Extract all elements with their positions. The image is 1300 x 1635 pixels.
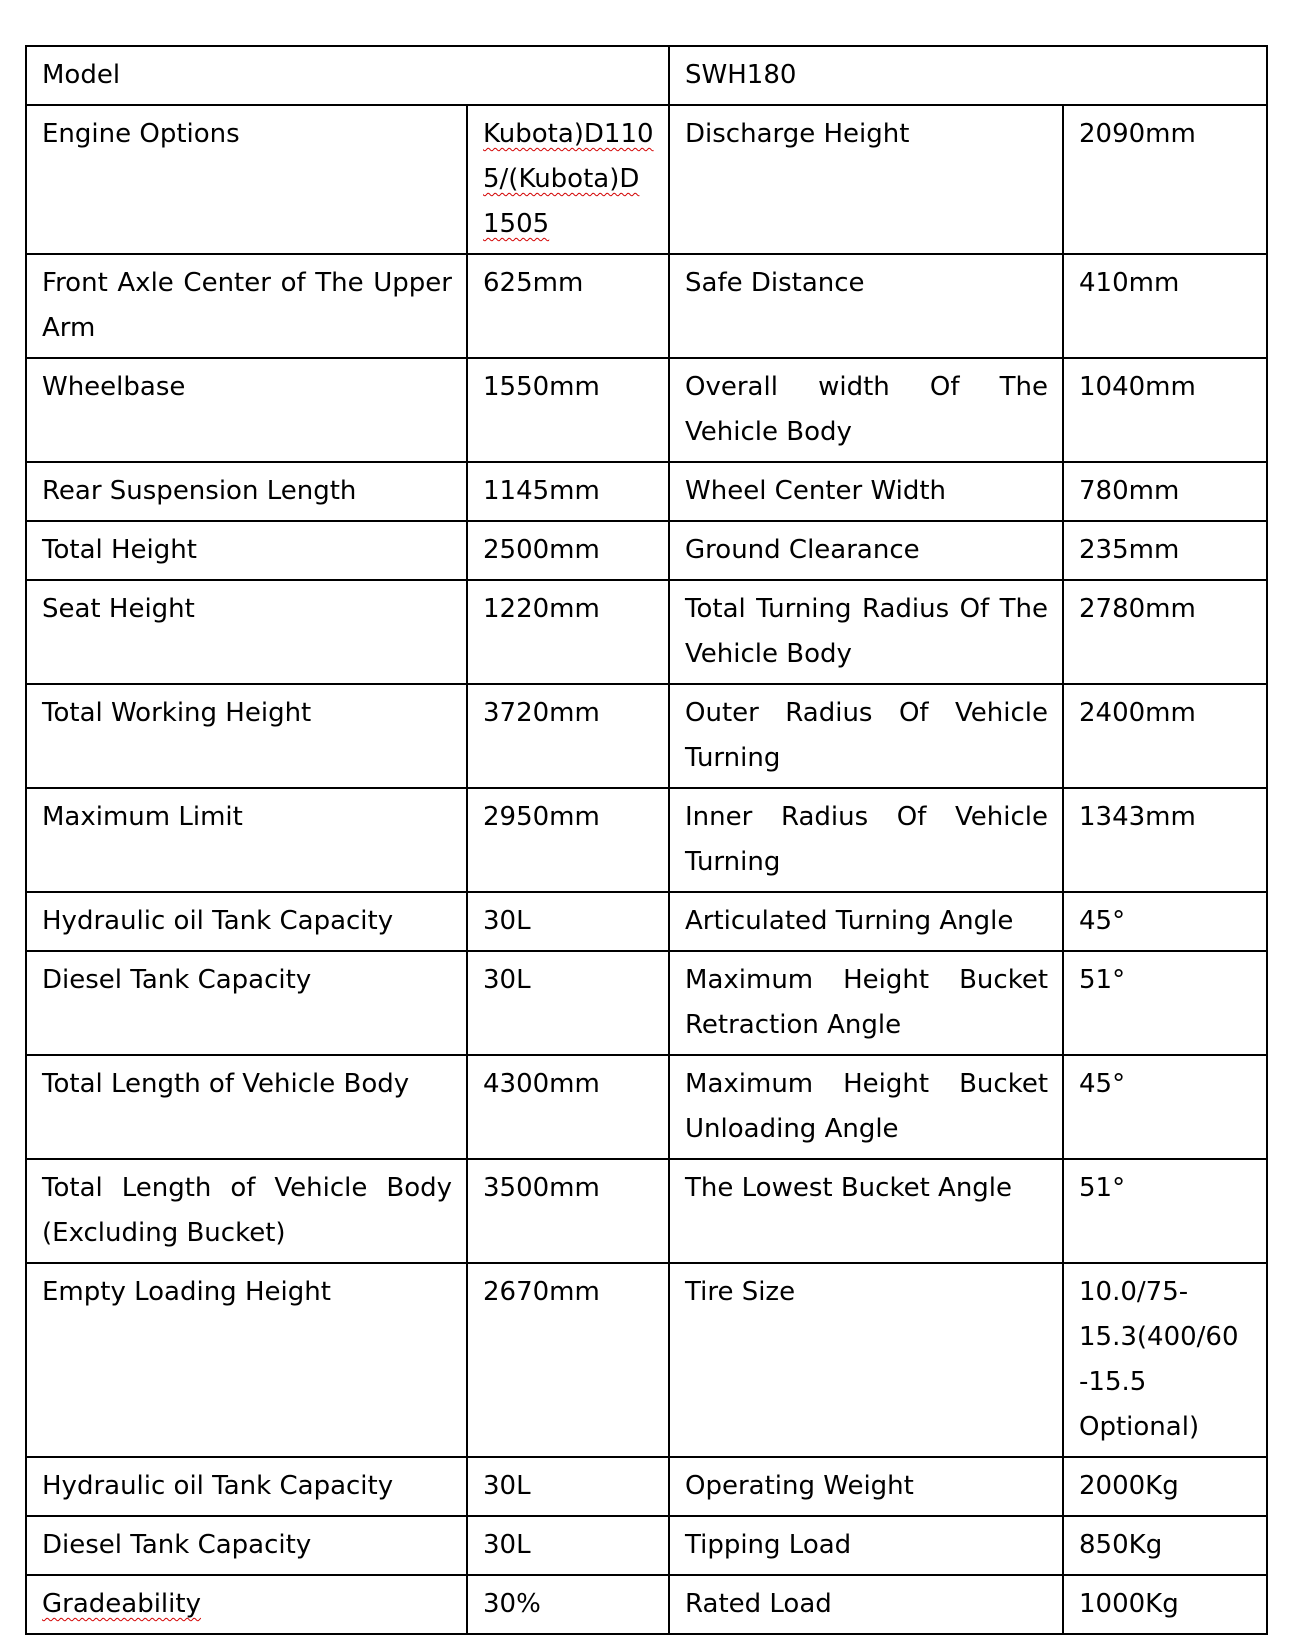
table-row	[26, 1159, 1267, 1263]
spec-label: Diesel Tank Capacity	[26, 1516, 467, 1575]
table-row	[26, 254, 1267, 358]
spec-label: Total Length of Vehicle Body	[26, 1055, 467, 1159]
table-row	[26, 462, 1267, 521]
spec-value: 30L	[467, 1457, 669, 1516]
spec-label: Overall width Of The Vehicle Body	[669, 358, 1063, 462]
spec-value: 1343mm	[1063, 788, 1267, 892]
spec-value: 2400mm	[1063, 684, 1267, 788]
table-row	[26, 684, 1267, 788]
spec-label: Tipping Load	[669, 1516, 1063, 1575]
table-row	[26, 1263, 1267, 1457]
spec-value: 1550mm	[467, 358, 669, 462]
table-row	[26, 580, 1267, 684]
spec-value: 10.0/75-15.3(400/60 -15.5 Optional)	[1063, 1263, 1267, 1457]
spec-label: Hydraulic oil Tank Capacity	[26, 1457, 467, 1516]
spec-value: 2500mm	[467, 521, 669, 580]
spec-label: Maximum Height Bucket Retraction Angle	[669, 951, 1063, 1055]
spec-label: Wheel Center Width	[669, 462, 1063, 521]
spec-value: 780mm	[1063, 462, 1267, 521]
spec-value: 51°	[1063, 951, 1267, 1055]
spec-sheet	[25, 45, 1266, 1635]
spec-label: Diesel Tank Capacity	[26, 951, 467, 1055]
table-row	[26, 788, 1267, 892]
spec-label: Total Height	[26, 521, 467, 580]
spec-value: 3720mm	[467, 684, 669, 788]
table-row	[26, 1516, 1267, 1575]
model-row	[26, 46, 1267, 105]
spec-value: 2950mm	[467, 788, 669, 892]
spec-label: Empty Loading Height	[26, 1263, 467, 1457]
spec-label: Tire Size	[669, 1263, 1063, 1457]
spec-label: Maximum Limit	[26, 788, 467, 892]
spec-value	[467, 105, 669, 254]
spec-label: Inner Radius Of Vehicle Turning	[669, 788, 1063, 892]
spec-label: Hydraulic oil Tank Capacity	[26, 892, 467, 951]
spec-label: Engine Options	[26, 105, 467, 254]
spec-label: The Lowest Bucket Angle	[669, 1159, 1063, 1263]
spec-table-body	[26, 46, 1267, 1634]
spec-value: 51°	[1063, 1159, 1267, 1263]
spec-label-text: Gradeability	[42, 1589, 201, 1619]
spec-label: Rated Load	[669, 1575, 1063, 1634]
spec-value: 2670mm	[467, 1263, 669, 1457]
spec-label: Front Axle Center of The Upper Arm	[26, 254, 467, 358]
spec-value: 235mm	[1063, 521, 1267, 580]
spec-value: 4300mm	[467, 1055, 669, 1159]
spec-value: 45°	[1063, 1055, 1267, 1159]
spec-value: 30L	[467, 1516, 669, 1575]
model-value: SWH180	[669, 46, 1267, 105]
spec-label: Outer Radius Of Vehicle Turning	[669, 684, 1063, 788]
spec-value: 1040mm	[1063, 358, 1267, 462]
table-row	[26, 521, 1267, 580]
spec-value: 1145mm	[467, 462, 669, 521]
spec-value: 625mm	[467, 254, 669, 358]
spec-value: 30L	[467, 951, 669, 1055]
spec-value: 1220mm	[467, 580, 669, 684]
spec-table	[25, 45, 1268, 1635]
spec-value: 1000Kg	[1063, 1575, 1267, 1634]
spec-label: Operating Weight	[669, 1457, 1063, 1516]
spec-value: 30%	[467, 1575, 669, 1634]
spec-value: 410mm	[1063, 254, 1267, 358]
spec-label: Total Turning Radius Of The Vehicle Body	[669, 580, 1063, 684]
spec-label: Rear Suspension Length	[26, 462, 467, 521]
spec-label: Ground Clearance	[669, 521, 1063, 580]
spec-label: Total Length of Vehicle Body (Excluding Bucket)	[26, 1159, 467, 1263]
spec-value: 45°	[1063, 892, 1267, 951]
spec-label	[26, 1575, 467, 1634]
spec-value: 850Kg	[1063, 1516, 1267, 1575]
table-row	[26, 892, 1267, 951]
table-row	[26, 358, 1267, 462]
table-row	[26, 1575, 1267, 1634]
spec-label: Wheelbase	[26, 358, 467, 462]
spec-label: Total Working Height	[26, 684, 467, 788]
spec-label: Articulated Turning Angle	[669, 892, 1063, 951]
spec-label: Maximum Height Bucket Unloading Angle	[669, 1055, 1063, 1159]
spec-value-text: Kubota)D1105/(Kubota)D1505	[483, 119, 654, 239]
spec-value: 2780mm	[1063, 580, 1267, 684]
spec-label: Seat Height	[26, 580, 467, 684]
spec-value: 3500mm	[467, 1159, 669, 1263]
table-row	[26, 951, 1267, 1055]
table-row	[26, 1457, 1267, 1516]
table-row	[26, 105, 1267, 254]
spec-value: 30L	[467, 892, 669, 951]
model-label: Model	[26, 46, 669, 105]
spec-value: 2000Kg	[1063, 1457, 1267, 1516]
spec-value: 2090mm	[1063, 105, 1267, 254]
spec-label: Safe Distance	[669, 254, 1063, 358]
spec-label: Discharge Height	[669, 105, 1063, 254]
table-row	[26, 1055, 1267, 1159]
